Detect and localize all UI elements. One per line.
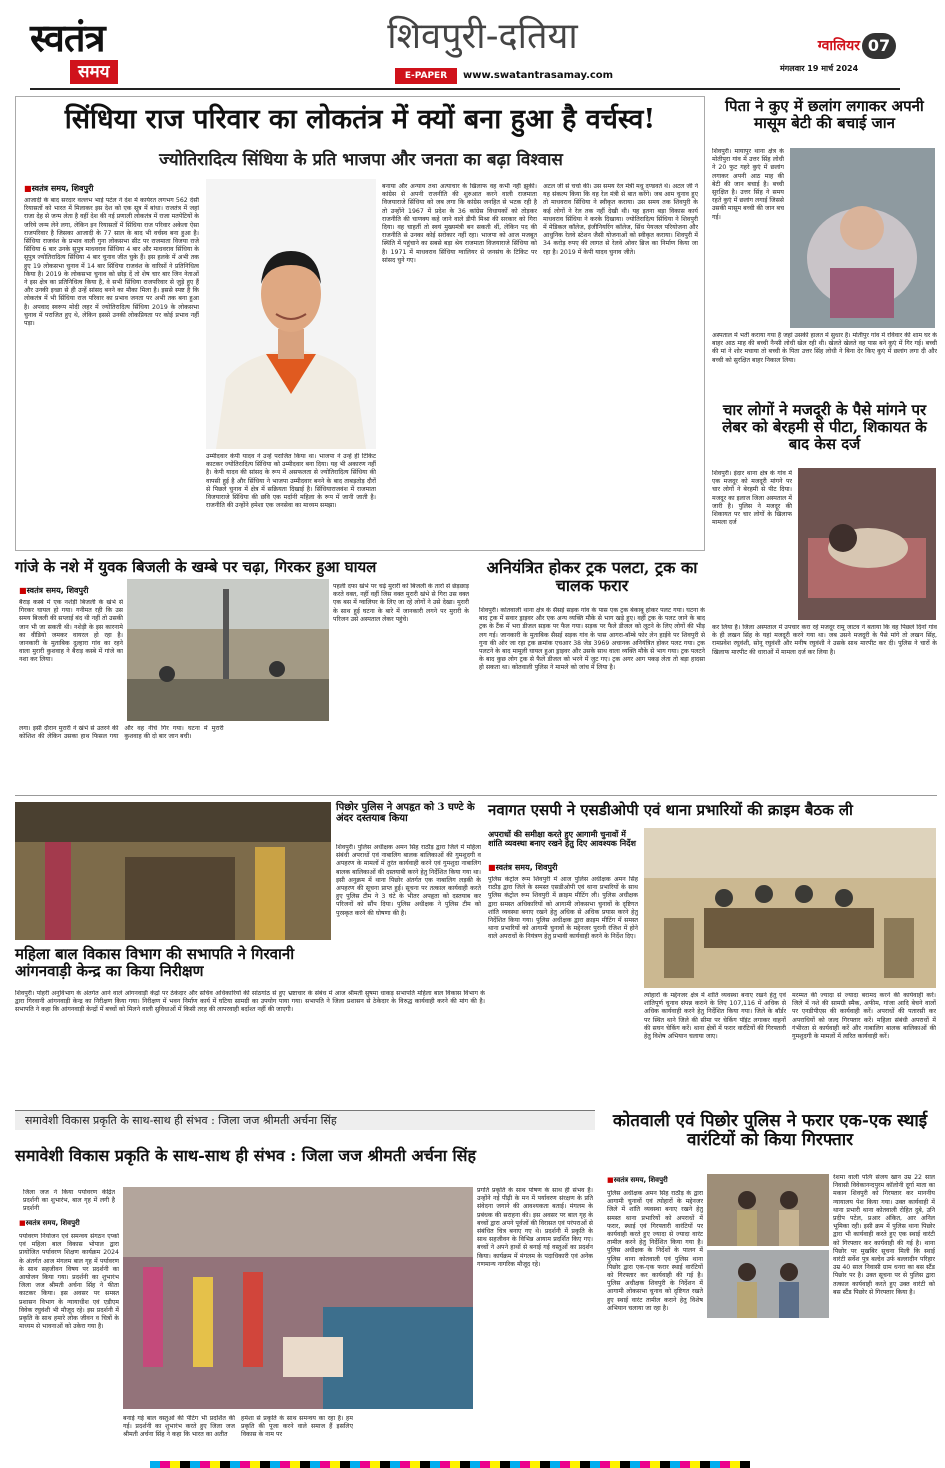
- sidebar2-text-side: शिवपुरी। इंदार थाना क्षेत्र के गांव में एक मजदूर को मजदूरी मांगने पर चार लोगों ने बेरहमी से पीट दिया। मजदूर का इलाज जिला अस्पताल में जारी है। पुलिस ने मजदूर की शिकायत पर चार लोगों के खिलाफ मामला दर्ज: [712, 470, 792, 527]
- sp-byline: ■ स्वतंत्र समय, शिवपुरी: [488, 862, 638, 873]
- hospital-photo-icon: [798, 468, 936, 620]
- truck-text: शिवपुरी। कोतवाली थाना क्षेत्र के सैसई सड़क गांव के पास एक ट्रक बेकाबू होकर पलट गया। घटना के बाद ट्रक में सवार ड्राइवर और एक अन्य व्यक्ति मौके से भाग खड़े हुए। वहीं ट्रक के पलट जाने के बाद ट्रक के टैंक में भरा डीजल सड़क पर फैल गया। सड़क पर फैले डीजल को लूटने के लिए लोगों की भीड़ लग गई। जानकारी के मुताबिक सैसई सड़क गांव के पास आगरा-बॉम्बे फोर लेन हाईवे पर शिवपुरी से गुना की ओर जा रहा ट्रक क्रमांक एचआर 38 जेड 3969 अचानक अनियंत्रित होकर पलट गया। ट्रक पलटने के बाद मामूली घायल हुआ ड्राइवर और उसके साथ वाला व्यक्ति मौके से भाग गया। ट्रक पलटने के बाद कुछ लोग ट्रक से फैले डीजल को भरने में जुट गए। ट्रक अगर आग पकड़ लेता तो बड़ा हादसा हो सकता था। कोतवाली पुलिस ने मामले को जांच में लिया है।: [479, 607, 705, 672]
- warrant-photo-1: [707, 1174, 829, 1246]
- eco-headline: समावेशी विकास प्रकृति के साथ-साथ ही संभव : जिला जज श्रीमती अर्चना सिंह: [15, 1146, 476, 1165]
- baby-photo-icon: [790, 148, 935, 328]
- ganja-col1: बैराड़ कस्बे में एक नशेड़ी बिजली के खंभे से गिरकर घायल हो गया। गनीमत रही कि उस समय बिजली की सप्लाई बंद थी नहीं तो उसकी जान भी जा सकती थी। नशेड़ी के इस कारनामे का वीडियो जमकर वायरल हो रहा है। जानकारी के मुताबिक दुल्हारा गांव का रहने वाला मुरारी कुशवाह ने बैराड़ कस्बे में गांजे का नशा कर लिया।: [19, 599, 123, 664]
- sidebar-story-2: [712, 402, 937, 792]
- website-link[interactable]: www.swatantrasamay.com: [463, 70, 614, 81]
- ganja-photo: [127, 579, 329, 721]
- missing-headline: पिछोर पुलिस ने अपहृत को 3 घण्टे के अंदर दस्तयाब किया: [336, 802, 475, 825]
- sp-col1: पुलिस कंट्रोल रूम शिवपुरी में आज पुलिस अधीक्षक अमन सिंह राठौड़ द्वारा जिले के समस्त एसडीओपी एवं थाना प्रभारियों के साथ पुलिस कंट्रोल रूम शिवपुरी में क्राइम मीटिंग ली। पुलिस अधीक्षक द्वारा समस्त अधिकारियों को आगामी लोकसभा चुनावों के दृष्टिगत शांति व्यवस्था बनाए रखने हेतु अधिक से अधिक प्रयास करने हेतु निर्देशित किया गया। पुलिस अधीक्षक द्वारा क्राइम मीटिंग में समस्त थाना प्रभारियों को आगामी चुनावों के मद्देनजर पुरानी रंजिश में होने वाले अपराधों के नियंत्रण हेतु प्रभावी कार्यवाही करने के निर्देश दिए।: [488, 876, 638, 941]
- story-sp-meeting: [488, 800, 937, 1130]
- truck-headline: अनियंत्रित होकर ट्रक पलटा, ट्रक का चालक फरार: [486, 558, 698, 595]
- ganja-col2: लगा। इसी दौरान मुरारी ने खंभे से उतरने की कोशिश की लेकिन उसका हाथ फिसल गया और वह नीचे गिर गया। घटना में मुरारी कुशवाह की दो बार जान बची।: [19, 725, 224, 741]
- politician-portrait-icon: [206, 179, 376, 449]
- lead-col4: अटल जी से चर्चा की। उस समय रेल मंत्री मधु दण्डवते थे। अटल जी ने यह संकल्प किया कि वह रेल मंत्री से बात करेंगे। जब आम चुनाव हुए तो माधवराव सिंधिया ने स्वीकृत कराया। उस समय तक शिवपुरी के कई लोगों ने रेल तक नहीं देखी थी। यह इतना बड़ा विकास कार्य माधवराव सिंधिया ने करके दिखाया। ज्योतिरादित्य सिंधिया ने शिवपुरी में मेडिकल कॉलेज, इंजीनियरिंग कॉलेज, सिंध पेयजल परियोजना और आधुनिक रेलवे स्टेशन जैसी योजनाओं को स्वीकृत कराया। शिवपुरी में 34 करोड़ रुपए की लागत से रेलवे ओवर ब्रिज का निर्माण किया जा रहा है। 2019 में केपी यादव चुनाव जीते।: [543, 183, 698, 256]
- lead-col1: आजादी के बाद सरदार वल्लभ भाई पटेल ने देश में कार्यरत लगभग 562 देसी रियासतों को भारत में मिलाकर इस देश को एक सूत्र में बांधा। राजतंत्र में जहां राजा देह से जन्म लेता है वहीं देश की नई प्रणाली लोकतंत्र में राजा मतपेटियों के जरिये जन्म लेने लगा, लेकिन इन रियासतों में सिंधिया राज परिवार अकेला ऐसा राजपरिवार है जिसका आजादी के 77 साल के बाद भी वर्चस्व बना हुआ है। सिंधिया राजवंश के प्रभाव वाली गुना लोकसभा सीट पर राजमाता विजया राजे सिंधिया 6 बार उनके सुपुत्र माधवराव सिंधिया 4 बार और माधवराव सिंधिया के सुपुत्र ज्योतिरादित्य सिंधिया 4 बार चुनाव जीत चुके हैं। इस हलके में अभी तक हुए 19 लोकसभा चुनाव में 14 बार सिंधिया राजवंश के वारिसों ने प्रतिनिधित्व किया है। 2019 के लोकसभा चुनाव को छोड़ दें तो शेष चार बार जिन नेताओं ने इस क्षेत्र का प्रतिनिधित्व किया है, वे सभी सिंधिया राजपरिवार से जुड़े हुए हैं और उनकी इच्छा से ही उन्हें सांसद बनने का मौका मिला है। इससे स्पष्ट है कि लोकतंत्र में भी सिंधिया राज परिवार का प्रभाव जनता पर अभी तक बना हुआ है। अपवाद स्वरूप मोदी लहर में ज्योतिरादित्य सिंधिया 2019 के लोकसभा चुनाव में पराजित हुए थे, लेकिन इससे उनकी लोकप्रियता पर कोई प्रभाव नहीं पड़ा।: [24, 197, 199, 328]
- sidebar1-photo: [790, 148, 935, 328]
- section-title: शिवपुरी-दतिया: [387, 16, 578, 57]
- story-missing: [336, 800, 481, 1130]
- eco-col4: प्रगति प्रकृति के साथ पोषण के साथ ही संभव है। उन्होंने नई पीढ़ी के मन में पर्यावरण संरक्षण के प्रति संवेदना जगाने की आवश्यकता बताई। मंगलम के प्रबंधक की सराहना की। इस अवसर पर बाल गृह के बच्चों द्वारा अपने पूर्वजों की विरासत एवं परंपराओं से संबंधित चित्र बनाए गए थे। प्रदर्शनी में प्रकृति के साथ सहजीवन के विभिन्न आयाम प्रदर्शित किए गए। बच्चों ने अपने हाथों से बनाई गई वस्तुओं का प्रदर्शन किया। कार्यक्रम में मंगलम के पदाधिकारी एवं अनेक गणमान्य नागरिक मौजूद रहे।: [477, 1187, 593, 1268]
- exhibition-photo-icon: [123, 1187, 473, 1409]
- story-ganja: [15, 557, 470, 787]
- story-eco: [15, 1135, 595, 1460]
- lead-col2: उम्मीदवार केपी यादव ने उन्हें पराजित किया था। भाजपा ने उन्हें ही टिकिट काटकर ज्योतिरादित्य सिंधिया को उम्मीदवार बना दिया। यह भी अकारण नहीं है। केपी यादव की सांसद के रूप में असफलता से ज्योतिरादित्य सिंधिया की वापसी हुई है और सिंधिया ने भाजपा उम्मीदवार बनने के बाद ताबड़तोड़ दौरों से पिछले चुनाव में क्षेत्र में सक्रियता दिखाई है। सिंधियाराजवंश में राजमाता विजयाराजे सिंधिया की छवि एक मर्दानी महिला के रूप में जानी जाती है। राजनीति की उन्होंने हमेशा एक जनसेवा का माध्यम समझा।: [206, 453, 376, 510]
- lead-subheadline: ज्योतिरादित्य सिंधिया के प्रति भाजपा और जनता का बढ़ा विश्वास: [159, 150, 563, 170]
- masthead-rule: [30, 88, 900, 90]
- page-number: 07: [862, 33, 896, 59]
- warrant-col2: रेशमा वाली पत्नि संजय खान उम्र 22 साल निवासी विवेकानन्दपुरम कॉलोनी दूर्गा माता का मकान शिवपुरी को गिरफ्तार कर माननीय न्यायालय पेश किया गया। उक्त कार्यवाही में थाना प्रभारी थाना कोतवाली रोहित दुबे, उनि प्रदीप पटेल, प्रआर अंकित, आर अनिल भूमिका रही। इसी क्रम में पुलिस थाना पिछोर द्वारा भी कार्यवाही करते हुए एक स्थाई वारंटी को गिरफ्तार कर कार्यवाही की गई है। थाना पिछोर पर मुखबिर सूचना मिली कि स्थाई वारंटी सर्वेश पुत्र बल्देव उर्फ बल्लादीन परिहार उम्र 40 साल निवासी ग्राम धनरा का बस स्टैंड पिछोर पर है। उक्त सूचना पर से पुलिस द्वारा तत्काल कार्यवाही करते हुए उक्त वारंटी को बस स्टैंड पिछोर से गिरफ्तार किया है।: [833, 1174, 935, 1296]
- missing-text: शिवपुरी। पुलिस अधीक्षक अमन सिंह राठौड़ द्वारा जिले में महिला संबंधी अपराधों एवं नाबालिग बालक बालिकाओं की गुमशुदगी व अपहरण के मामलों में तुरंत कार्यवाही करने एवं गुमशुदा नाबालिग बालक बालिकाओं की दस्तयाबी करने हेतु निर्देशित किया गया था। इसी अनुक्रम में थाना पिछोर अंतर्गत एक नाबालिग लड़की के अपहरण की सूचना प्राप्त हुई। सूचना पर तत्काल कार्यवाही करते हुए पुलिस टीम ने 3 घंटे के भीतर अपहृता को दस्तयाब कर परिजनों को सौंप दिया। पुलिस अधीक्षक ने पुलिस टीम को पुरस्कृत करने की घोषणा की है।: [336, 844, 481, 917]
- arrest-photo-icon-2: [707, 1250, 829, 1318]
- sp-col2: त्योहारों के मद्देनजर क्षेत्र में शांति व्यवस्था बनाए रखने हेतु एवं शांतिपूर्ण चुनाव संपन्न कराने के लिए 107,116 में अधिक से अधिक कार्यवाही करने हेतु निर्देशित किया गया। जिले के बॉर्डर पर स्थित थाने जिले की सीमा पर चेकिंग पॉइंट लगाकर वाहनों की सघन चेकिंग करें। थाना क्षेत्रों में फरार वारंटियों की गिरफ्तारी हेतु विशेष अभियान चलाया जाए।: [644, 992, 786, 1041]
- ganja-col3: पहली दफा खंभे पर चढ़े मुरारी को बिजली के तारों से छेड़छाड़ करते वक्त, नहीं वहीं जिस वक्त मुरारी खंभे से गिरा उस वक्त एक बस में ग्वालियर के लिए जा रहे लोगों ने उसे देखा। मुरारी के साथ हुई घटना के बारे में जानकारी लगने पर मुरारी के परिजन उसे अस्पताल लेकर पहुंचे।: [333, 583, 469, 623]
- sidebar1-text-side: शिवपुरी। मायापुर थाना क्षेत्र के मोतीपुरा गांव में उत्तर सिंह लोधी ने 20 फुट गहरे कुएं में छलांग लगाकर अपनी आठ माह की बेटी की जान बचाई है। बच्ची सुरक्षित है। उत्तर सिंह ने समय रहते कुएं में छलांग लगाई जिससे उसकी मासूम बच्ची की जान बच गई।: [712, 148, 784, 221]
- lead-story: [15, 96, 705, 551]
- warrant-byline: ■ स्वतंत्र समय, शिवपुरी: [607, 1176, 757, 1185]
- logo: [30, 15, 140, 86]
- caption-strip: [15, 1110, 595, 1130]
- issue-date: मंगलवार 19 मार्च 2024: [780, 64, 859, 73]
- story-truck: [477, 557, 707, 787]
- eco-byline: ■ स्वतंत्र समय, शिवपुरी: [19, 1219, 119, 1228]
- ganja-byline: ■ स्वतंत्र समय, शिवपुरी: [19, 585, 179, 596]
- lead-photo: [206, 179, 376, 449]
- story-warrant: [603, 1112, 937, 1460]
- registration-marks-bottom: [150, 1461, 750, 1468]
- sp-subheadline: अपराधों की समीक्षा करते हुए आगामी चुनावों में शांति व्यवस्था बनाए रखने हेतु दिए आवश्यक निर्देश: [488, 829, 636, 848]
- sp-headline: नवागत एसपी ने एसडीओपी एवं थाना प्रभारियों की क्राइम बैठक ली: [488, 801, 853, 819]
- lead-headline: सिंधिया राज परिवार का लोकतंत्र में क्यों बना हुआ है वर्चस्व!: [64, 104, 656, 135]
- sidebar1-headline: पिता ने कुए में छलांग लगाकर अपनी मासूम बेटी की बचाई जान: [725, 97, 924, 132]
- lead-col3: बनाया और अन्याय तथा अत्याचार के खिलाफ वह कभी नहीं झुकीं। कांग्रेस से अपनी राजनीति की शुरुआत करने वाली राजमाता विजयाराजे सिंधिया को जब लगा कि कांग्रेस जनहित से भटक रही है तो उन्होंने 1967 में प्रदेश के 36 कांग्रेस विधायकों को तोड़कर राजनीति की चाणक्य कहे जाने वाले डीपी मिश्रा की सरकार को गिरा दिया। वह चाहतीं तो स्वयं मुख्यमंत्री बन सकती थीं, लेकिन पद की राजनीति से उनका कोई सरोकार नहीं रहा। भाजपा को आज मजबूत स्थिति में पहुंचाने का सबसे बड़ा श्रेय राजमाता विजयाराजे सिंधिया को है। 1971 में माधवराव सिंधिया ग्वालियर से जनसंघ के टिकिट पर सांसद चुने गए।: [382, 183, 537, 264]
- warrant-col1: पुलिस अधीक्षक अमन सिंह राठौड़ के द्वारा आगामी चुनावों एवं त्योहारों के मद्देनजर जिले में शांति व्यवस्था बनाए रखने हेतु समस्त थाना प्रभारियों को अपराधों में फरार, स्थाई एवं गिरफ्तारी वारंटियों पर कार्यवाही करते हुए ज्यादा से ज्यादा वारंट तामील करने हेतु निर्देशित किया गया है। पुलिस अधीक्षक के निर्देशों के पालन में पुलिस थाना कोतवाली एवं पुलिस थाना पिछोर द्वारा एक-एक फरार स्थाई वारंटियों को गिरफ्तार कर कार्यवाही की गई है। पुलिस अधीक्षक शिवपुरी के निर्देशन में आगामी लोकसभा चुनाव को दृष्टिगत रखते हुए स्थाई वारंट तामील कराने हेतु विशेष अभियान चलाया जा रहा है।: [607, 1190, 703, 1312]
- logo-bottom-text: समय: [70, 60, 118, 84]
- eco-photo: [123, 1187, 473, 1409]
- eco-intro: जिला जज ने किया पर्यावरण केंद्रित प्रदर्शनी का शुभारंभ, बाल गृह में लगी है प्रदर्शनी: [23, 1189, 115, 1213]
- arrest-photo-icon: [707, 1174, 829, 1246]
- masthead: [0, 0, 945, 95]
- story-anganwadi: [15, 800, 333, 1130]
- pole-photo-icon: [127, 579, 329, 721]
- eco-col3: हमेशा से प्रकृति के साथ समन्वय का रहा है। हम प्रकृति की पूजा करने वाले समाज हैं इसलिए विकास के नाम पर: [241, 1415, 353, 1439]
- sp-col3: मरम्मत की ज्यादा से ज्यादा बरामद करने की कार्यवाही करें। जिले में नशे की सामग्री स्मैक, अफीम, गांजा आदि बेचने वालों पर एनडीपीएस की कार्यवाही करें। अपराधों की पतारसी कर अपराधियों को जल्द गिरफ्तार करें। महिला संबंधी अपराधों में गंभीरता से कार्यवाही करें और नाबालिग बालक बालिकाओं की गुमशुदगी के मामलों में त्वरित कार्यवाही करें।: [792, 992, 936, 1041]
- city-label: ग्वालियर: [817, 38, 860, 54]
- meeting-photo-icon: [644, 828, 936, 988]
- epaper-label: E-PAPER: [395, 68, 457, 84]
- warrant-headline: कोतवाली एवं पिछोर पुलिस ने फरार एक-एक स्थाई वारंटियों को किया गिरफ्तार: [612, 1111, 928, 1151]
- sidebar2-headline: चार लोगों ने मजदूरी के पैसे मांगने पर लेबर को बेरहमी से पीटा, शिकायत के बाद केस दर्ज: [722, 401, 927, 453]
- ganja-headline: गांजे के नशे में युवक बिजली के खम्बे पर चढ़ा, गिरकर हुआ घायल: [15, 558, 377, 576]
- section-divider-1: [15, 795, 937, 796]
- anganwadi-text: शिवपुरी। पोहरी अनुविभाग के अंतर्गत आने वाले आंगनवाड़ी केंद्रों पर ठेकेदार और सचिव अधिकारियों की सांठगांठ से हुए भ्रष्टाचार के संबंध में आज श्रीमती सुषमा धाकड़ सभापति महिला बाल विकास विभाग के द्वारा गिरवानी आंगनवाड़ी केन्द्र का निरीक्षण किया गया। निरीक्षण में भवन निर्माण कार्य में घटिया सामग्री का उपयोग पाया गया। सभापति ने जिला प्रशासन से ठेकेदार के विरुद्ध कार्यवाही करने की मांग की है। सभापति ने कहा कि आंगनवाड़ी केन्द्रों में बच्चों को मिलने वाली सुविधाओं में किसी तरह की लापरवाही बर्दाश्त नहीं की जाएगी।: [15, 990, 485, 1014]
- eco-col1: पर्यावरण नियोजन एवं समन्वय संगठन एप्को एवं महिला बाल विकास भोपाल द्वारा प्रायोजित पर्यावरण शिक्षण कार्यक्रम 2024 के अंतर्गत आज मंगलम बाल गृह में पर्यावरण के साथ सहजीवन विषय पर प्रदर्शनी का आयोजन किया गया। प्रदर्शनी का शुभारंभ जिला जज श्रीमती अर्चना सिंह ने फीता काटकर किया। इस अवसर पर समस्त प्रशासन विभाग के न्यायाधीश एवं एडीएम विवेक रघुवंशी भी मौजूद रहे। इस प्रदर्शनी में प्रकृति के साथ हमारे लोक जीवन व चित्रों के माध्यम से भावनाओं को उकेरा गया है।: [19, 1233, 119, 1331]
- sidebar-story-1: [712, 96, 937, 401]
- warrant-photo-2: [707, 1250, 829, 1318]
- sidebar2-photo: [798, 468, 936, 620]
- logo-top-text: स्वतंत्र: [30, 15, 105, 60]
- anganwadi-headline: महिला बाल विकास विभाग की सभापति ने गिरवानी आंगनवाड़ी केन्द्र का किया निरीक्षण: [15, 945, 295, 980]
- sidebar1-text-bottom: अस्पताल में भर्ती कराया गया है जहां उसकी हालत में सुधार है। मोतीपुर गांव में रविवार की शाम घर के बाहर आठ माह की बच्ची नैन्सी लोधी खेल रही थी। खेलते खेलते वह पास बने कुएं में गिर गई। बच्ची की मां ने शोर मचाया तो बच्ची के पिता उत्तर सिंह लोधी ने बिना देर किए कुएं में छलांग लगा दी और बच्ची को सुरक्षित बाहर निकाल लिया।: [712, 332, 937, 364]
- anganwadi-photo: [15, 802, 331, 940]
- inspection-photo-icon: [15, 802, 331, 940]
- lead-byline: ■ स्वतंत्र समय, शिवपुरी: [24, 183, 194, 194]
- sp-photo: [644, 828, 936, 988]
- strip-title: समावेशी विकास प्रकृति के साथ-साथ ही संभव : जिला जज श्रीमती अर्चना सिंह: [25, 1114, 337, 1127]
- eco-col2: बनाई गई बाल वस्तुओं की पेंटिंग भी प्रदर्शित की गई। प्रदर्शनी का शुभारंभ करते हुए जिला जज श्रीमती अर्चना सिंह ने कहा कि भारत का अतीत: [123, 1415, 235, 1439]
- sidebar2-text-bottom: कर लिया है। जिला अस्पताल में उपचार करा रहे मजदूर रामू जाटव ने बताया कि वह पिछले दिनों गांव के ही लखन सिंह के यहां मजदूरी करने गया था। जब उसने मजदूरी के पैसे मांगे तो लखन सिंह, रामप्रवेश रघुवंशी, सोनू रघुवंशी और मनीष रघुवंशी ने उसके साथ मारपीट कर दी। पुलिस ने चारों के खिलाफ मारपीट की धाराओं में मामला दर्ज कर लिया है।: [712, 624, 937, 656]
